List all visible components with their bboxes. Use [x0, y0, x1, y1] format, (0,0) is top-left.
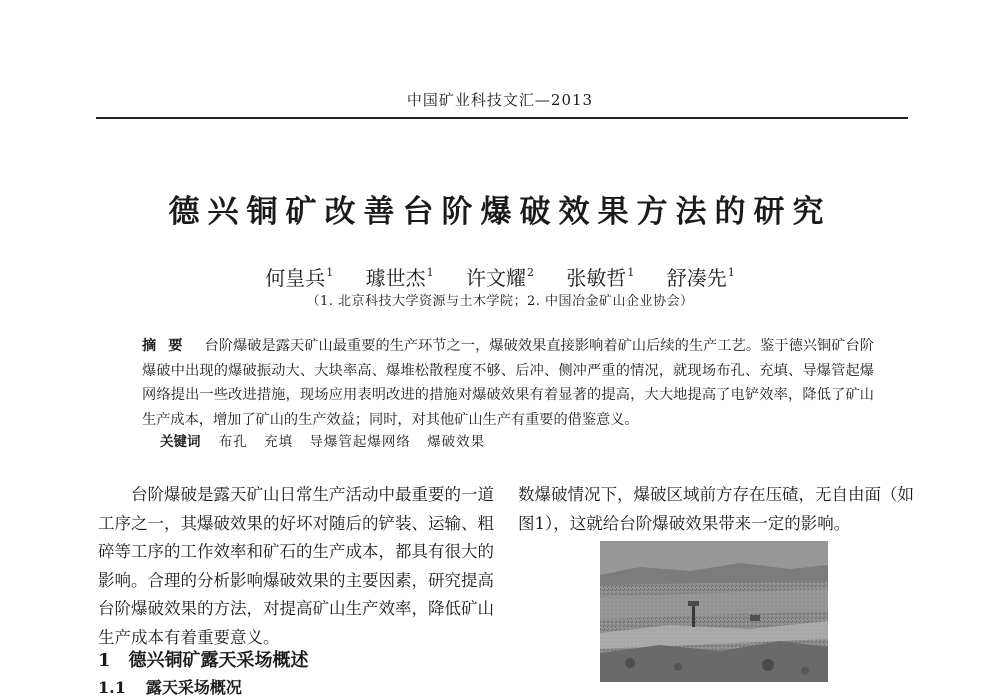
keyword: 导爆管起爆网络 — [309, 434, 411, 450]
abstract — [142, 334, 874, 432]
figure-1-photo — [600, 541, 828, 682]
body-right-column — [518, 481, 914, 538]
author: 许文耀$^2$ — [466, 266, 534, 290]
keywords — [160, 430, 860, 450]
author: 舒凑先$^1$ — [666, 266, 735, 290]
keyword: 充填 — [264, 434, 294, 450]
intro-paragraph: 台阶爆破是露天矿山日常生产活动中最重要的一道工序之一，其爆破效果的好坏对随后的铲装、运输、粗碎等工序的工作效率和矿石的生产成本，都具有很大的影响。合理的分析影响爆破效果的主要因素，研究提高台阶爆破效果的方法，对提高矿山生产效率，降低矿山生产成本有着重要意义。 — [98, 485, 494, 647]
keyword: 布孔 — [218, 434, 248, 450]
author-list — [0, 262, 1000, 291]
paper-title: 德兴铜矿改善台阶爆破效果方法的研究 — [168, 194, 832, 230]
section-heading-1: 1 德兴铜矿露天采场概述 — [98, 650, 309, 671]
right-paragraph: 数爆破情况下，爆破区域前方存在压碴，无自由面（如图1），这就给台阶爆破效果带来一定的影响。 — [518, 485, 914, 533]
running-header: 中国矿业科技文汇—2013 — [406, 91, 594, 109]
header-rule — [96, 117, 908, 119]
keywords-label: 关键词 — [160, 434, 201, 450]
affiliations: （1. 北京科技大学资源与土木学院；2. 中国冶金矿山企业协会） — [306, 294, 694, 309]
author: 何皇兵$^1$ — [265, 266, 334, 290]
body-left-column — [98, 481, 494, 652]
author: 璩世杰$^1$ — [365, 266, 434, 290]
abstract-text: 台阶爆破是露天矿山最重要的生产环节之一，爆破效果直接影响着矿山后续的生产工艺。鉴于德兴铜矿台阶爆破中出现的爆破振动大、大块率高、爆堆松散程度不够、后冲、侧冲严重的情况，就现场布孔、充填、导爆管起爆网络提出一些改进措施，现场应用表明改进的措施对爆破效果有着显著的提高，大大地提高了电铲效率，降低了矿山生产成本，增加了矿山的生产效益；同时，对其他矿山生产有重要的借鉴意义。 — [142, 338, 874, 428]
author: 张敏哲$^1$ — [566, 266, 635, 290]
section-heading-1-1: 1.1 露天采场概况 — [98, 678, 242, 697]
abstract-label: 摘要 — [142, 338, 195, 354]
keyword: 爆破效果 — [427, 434, 486, 450]
mine-site-photo — [600, 541, 828, 682]
